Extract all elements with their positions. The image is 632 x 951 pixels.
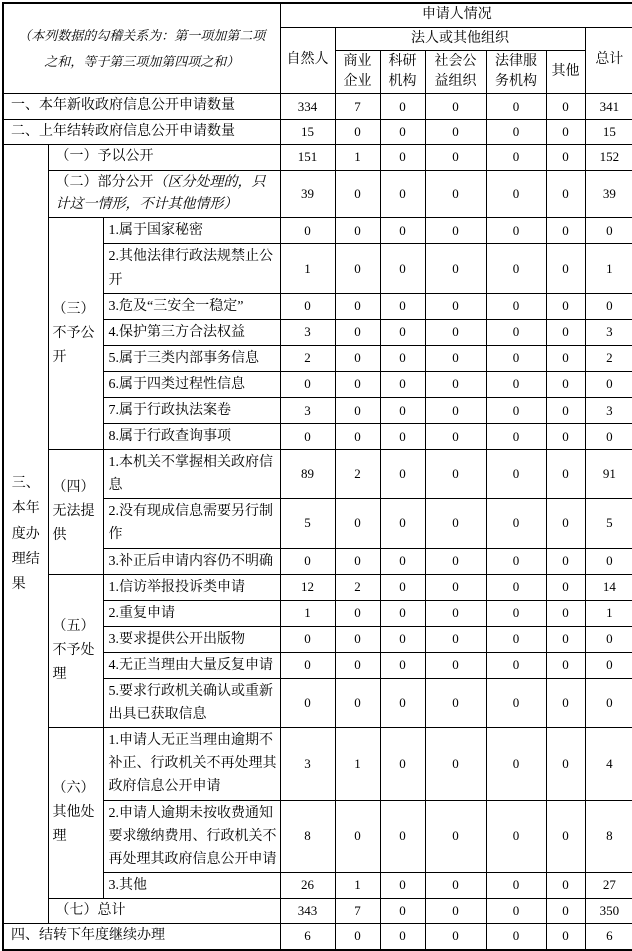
data-cell: 0	[335, 319, 380, 345]
data-cell: 0	[425, 319, 486, 345]
data-cell: 3	[585, 398, 632, 424]
data-cell: 0	[380, 170, 425, 218]
row-label: 7.属于行政执法案卷	[103, 398, 280, 424]
data-cell: 0	[425, 170, 486, 218]
data-cell: 8	[585, 800, 632, 872]
data-cell: 0	[425, 600, 486, 626]
data-cell: 0	[425, 94, 486, 119]
data-cell: 0	[546, 499, 585, 548]
row-label: 6.属于四类过程性信息	[103, 371, 280, 397]
data-cell: 0	[280, 626, 335, 652]
data-cell: 0	[546, 244, 585, 293]
data-cell: 151	[280, 145, 335, 170]
data-cell: 0	[425, 218, 486, 244]
data-cell: 7	[335, 94, 380, 119]
data-cell: 0	[585, 548, 632, 574]
data-cell: 0	[380, 626, 425, 652]
data-cell: 0	[546, 872, 585, 898]
data-cell: 7	[335, 898, 380, 923]
row-label-main: （二）部分公开	[55, 174, 154, 190]
data-cell: 15	[585, 119, 632, 144]
data-cell: 2	[335, 574, 380, 600]
data-cell: 0	[335, 499, 380, 548]
data-cell: 0	[546, 652, 585, 678]
data-cell: 0	[425, 293, 486, 319]
other-column-header: 其他	[546, 50, 585, 94]
data-cell: 0	[486, 345, 546, 371]
data-cell: 0	[425, 450, 486, 499]
data-cell: 3	[280, 319, 335, 345]
data-cell: 0	[546, 345, 585, 371]
gov-info-disclosure-table	[2, 2, 632, 951]
data-cell: 0	[546, 924, 585, 950]
data-cell: 5	[585, 499, 632, 548]
data-cell: 0	[335, 626, 380, 652]
data-cell: 0	[425, 626, 486, 652]
data-cell: 0	[380, 574, 425, 600]
row-label: 4.无正当理由大量反复申请	[103, 652, 280, 678]
data-cell: 0	[546, 679, 585, 728]
data-cell: 0	[486, 398, 546, 424]
data-cell: 0	[425, 924, 486, 950]
data-cell: 0	[486, 499, 546, 548]
data-cell: 341	[585, 94, 632, 119]
data-cell: 0	[335, 924, 380, 950]
data-cell: 0	[486, 548, 546, 574]
data-cell: 0	[380, 898, 425, 923]
row-label: 2.其他法律行政法规禁止公开	[103, 244, 280, 293]
data-cell: 8	[280, 800, 335, 872]
data-cell: 0	[425, 398, 486, 424]
natural-person-column-header: 自然人	[280, 27, 335, 94]
row-label: 3.危及“三安全一稳定”	[103, 293, 280, 319]
data-cell: 0	[486, 119, 546, 144]
data-cell: 0	[486, 872, 546, 898]
data-cell: 0	[425, 424, 486, 450]
data-cell: 0	[380, 94, 425, 119]
data-cell: 0	[380, 872, 425, 898]
group-label-other-handling: （六）其他处理	[48, 728, 103, 899]
data-cell: 334	[280, 94, 335, 119]
data-cell: 1	[280, 600, 335, 626]
data-cell: 0	[546, 293, 585, 319]
data-cell: 0	[280, 679, 335, 728]
data-cell: 0	[546, 424, 585, 450]
data-cell: 1	[335, 145, 380, 170]
group-label-not-disclosed: （三）不予公开	[48, 218, 103, 450]
data-cell: 0	[546, 145, 585, 170]
data-cell: 1	[585, 244, 632, 293]
data-cell: 0	[425, 800, 486, 872]
data-cell: 27	[585, 872, 632, 898]
data-cell: 0	[380, 728, 425, 800]
data-cell: 0	[425, 345, 486, 371]
row-label: 1.属于国家秘密	[103, 218, 280, 244]
row-label: 3.其他	[103, 872, 280, 898]
data-cell: 0	[280, 548, 335, 574]
data-cell: 0	[380, 800, 425, 872]
data-cell: 0	[380, 450, 425, 499]
table-row	[3, 728, 632, 800]
data-cell: 0	[546, 218, 585, 244]
data-cell: 0	[486, 898, 546, 923]
data-cell: 0	[335, 293, 380, 319]
data-cell: 0	[335, 119, 380, 144]
data-cell: 0	[425, 652, 486, 678]
row-label: 2.申请人逾期未按收费通知要求缴纳费用、行政机关不再处理其政府信息公开申请	[103, 800, 280, 872]
data-cell: 0	[380, 244, 425, 293]
data-cell: 0	[486, 728, 546, 800]
data-cell: 0	[546, 898, 585, 923]
data-cell: 0	[486, 371, 546, 397]
data-cell: 0	[425, 679, 486, 728]
data-cell: 0	[486, 170, 546, 218]
row-label: 8.属于行政查询事项	[103, 424, 280, 450]
data-cell: 0	[335, 170, 380, 218]
table-row	[3, 170, 632, 218]
data-cell: 0	[486, 652, 546, 678]
data-cell: 343	[280, 898, 335, 923]
row-label: 2.重复申请	[103, 600, 280, 626]
data-cell: 0	[546, 574, 585, 600]
data-cell: 0	[585, 652, 632, 678]
data-cell: 2	[335, 450, 380, 499]
row-label: （七）总计	[48, 898, 280, 923]
data-cell: 0	[425, 872, 486, 898]
table-row	[3, 145, 632, 170]
data-cell: 0	[380, 398, 425, 424]
data-cell: 152	[585, 145, 632, 170]
table-row	[3, 574, 632, 600]
data-cell: 0	[380, 145, 425, 170]
data-cell: 0	[486, 218, 546, 244]
data-cell: 0	[546, 548, 585, 574]
data-cell: 0	[585, 679, 632, 728]
data-cell: 0	[335, 398, 380, 424]
data-cell: 0	[486, 574, 546, 600]
data-cell: 0	[486, 145, 546, 170]
group-label-not-processed: （五）不予处理	[48, 574, 103, 728]
data-cell: 1	[585, 600, 632, 626]
table-row	[3, 898, 632, 923]
research-institution-column-header: 科研机构	[380, 50, 425, 94]
data-cell: 0	[380, 924, 425, 950]
row-label	[48, 170, 280, 218]
data-cell: 0	[585, 424, 632, 450]
data-cell: 0	[335, 652, 380, 678]
data-cell: 0	[280, 371, 335, 397]
data-cell: 39	[280, 170, 335, 218]
data-cell: 0	[486, 600, 546, 626]
data-cell: 0	[335, 548, 380, 574]
row-label: 二、上年结转政府信息公开申请数量	[3, 119, 280, 144]
data-cell: 6	[585, 924, 632, 950]
data-cell: 0	[335, 345, 380, 371]
data-cell: 2	[585, 345, 632, 371]
data-cell: 14	[585, 574, 632, 600]
row-label-note: （区分处理的，只计这一情形，不计其他情形）	[55, 174, 266, 212]
row-label: 3.补正后申请内容仍不明确	[103, 548, 280, 574]
data-cell: 0	[425, 728, 486, 800]
table-row	[3, 450, 632, 499]
data-cell: 0	[280, 293, 335, 319]
table-header-row	[3, 3, 632, 27]
data-cell: 0	[335, 371, 380, 397]
data-cell: 1	[335, 728, 380, 800]
row-label: 1.本机关不掌握相关政府信息	[103, 450, 280, 499]
data-cell: 89	[280, 450, 335, 499]
data-cell: 0	[280, 424, 335, 450]
data-cell: 12	[280, 574, 335, 600]
data-cell: 3	[280, 728, 335, 800]
data-cell: 0	[486, 450, 546, 499]
applicant-situation-header: 申请人情况	[280, 3, 632, 27]
data-cell: 1	[335, 872, 380, 898]
data-cell: 0	[546, 450, 585, 499]
data-cell: 0	[335, 218, 380, 244]
data-cell: 0	[425, 119, 486, 144]
data-cell: 0	[380, 652, 425, 678]
data-cell: 0	[425, 499, 486, 548]
data-cell: 0	[425, 548, 486, 574]
data-cell: 0	[486, 924, 546, 950]
row-label: 四、结转下年度继续办理	[3, 924, 280, 950]
data-cell: 0	[380, 319, 425, 345]
row-label: 5.属于三类内部事务信息	[103, 345, 280, 371]
row-label: 5.要求行政机关确认或重新出具已获取信息	[103, 679, 280, 728]
data-cell: 350	[585, 898, 632, 923]
data-cell: 0	[425, 371, 486, 397]
data-cell: 0	[486, 800, 546, 872]
commercial-enterprise-column-header: 商业企业	[335, 50, 380, 94]
data-cell: 0	[380, 371, 425, 397]
legal-service-agency-column-header: 法律服务机构	[486, 50, 546, 94]
data-cell: 0	[280, 218, 335, 244]
data-cell: 0	[380, 424, 425, 450]
total-column-header: 总计	[585, 27, 632, 94]
data-cell: 0	[585, 626, 632, 652]
data-cell: 5	[280, 499, 335, 548]
data-cell: 0	[380, 499, 425, 548]
data-cell: 6	[280, 924, 335, 950]
data-cell: 15	[280, 119, 335, 144]
data-cell: 26	[280, 872, 335, 898]
data-cell: 0	[486, 626, 546, 652]
data-cell: 2	[280, 345, 335, 371]
data-cell: 0	[335, 679, 380, 728]
data-cell: 0	[380, 345, 425, 371]
data-cell: 0	[425, 145, 486, 170]
row-label: 1.申请人无正当理由逾期不补正、行政机关不再处理其政府信息公开申请	[103, 728, 280, 800]
data-cell: 0	[380, 218, 425, 244]
section-annual-results-label: 三、本年度办理结果	[3, 145, 48, 924]
table-row	[3, 924, 632, 950]
data-cell: 0	[380, 119, 425, 144]
data-cell: 0	[335, 600, 380, 626]
data-cell: 0	[335, 800, 380, 872]
data-cell: 0	[546, 170, 585, 218]
row-label: 4.保护第三方合法权益	[103, 319, 280, 345]
table-row	[3, 119, 632, 144]
data-cell: 3	[585, 319, 632, 345]
data-cell: 0	[380, 600, 425, 626]
data-cell: 0	[335, 424, 380, 450]
data-cell: 0	[486, 293, 546, 319]
data-cell: 1	[280, 244, 335, 293]
data-cell: 3	[280, 398, 335, 424]
data-cell: 0	[425, 244, 486, 293]
data-cell: 91	[585, 450, 632, 499]
data-cell: 0	[546, 398, 585, 424]
data-cell: 0	[380, 679, 425, 728]
data-cell: 0	[486, 319, 546, 345]
legal-org-group-header: 法人或其他组织	[335, 27, 585, 50]
row-label: 2.没有现成信息需要另行制作	[103, 499, 280, 548]
row-label: 3.要求提供公开出版物	[103, 626, 280, 652]
data-cell: 39	[585, 170, 632, 218]
row-label: 1.信访举报投诉类申请	[103, 574, 280, 600]
row-label: 一、本年新收政府信息公开申请数量	[3, 94, 280, 119]
data-cell: 0	[546, 800, 585, 872]
data-cell: 0	[546, 626, 585, 652]
data-cell: 0	[585, 371, 632, 397]
data-cell: 0	[546, 728, 585, 800]
table-row	[3, 94, 632, 119]
data-cell: 0	[425, 574, 486, 600]
data-cell: 0	[280, 652, 335, 678]
data-cell: 0	[585, 218, 632, 244]
data-cell: 0	[546, 600, 585, 626]
data-cell: 0	[486, 244, 546, 293]
table-row	[3, 218, 632, 244]
data-cell: 4	[585, 728, 632, 800]
data-cell: 0	[486, 679, 546, 728]
data-cell: 0	[380, 548, 425, 574]
group-label-unable-to-provide: （四）无法提供	[48, 450, 103, 574]
checksum-note: （本列数据的勾稽关系为：第一项加第二项之和，等于第三项加第四项之和）	[3, 3, 280, 94]
data-cell: 0	[585, 293, 632, 319]
data-cell: 0	[546, 94, 585, 119]
data-cell: 0	[546, 319, 585, 345]
data-cell: 0	[546, 119, 585, 144]
row-label: （一）予以公开	[48, 145, 280, 170]
data-cell: 0	[380, 293, 425, 319]
social-welfare-org-column-header: 社会公益组织	[425, 50, 486, 94]
data-cell: 0	[546, 371, 585, 397]
data-cell: 0	[335, 244, 380, 293]
data-cell: 0	[425, 898, 486, 923]
data-cell: 0	[486, 424, 546, 450]
data-cell: 0	[486, 94, 546, 119]
